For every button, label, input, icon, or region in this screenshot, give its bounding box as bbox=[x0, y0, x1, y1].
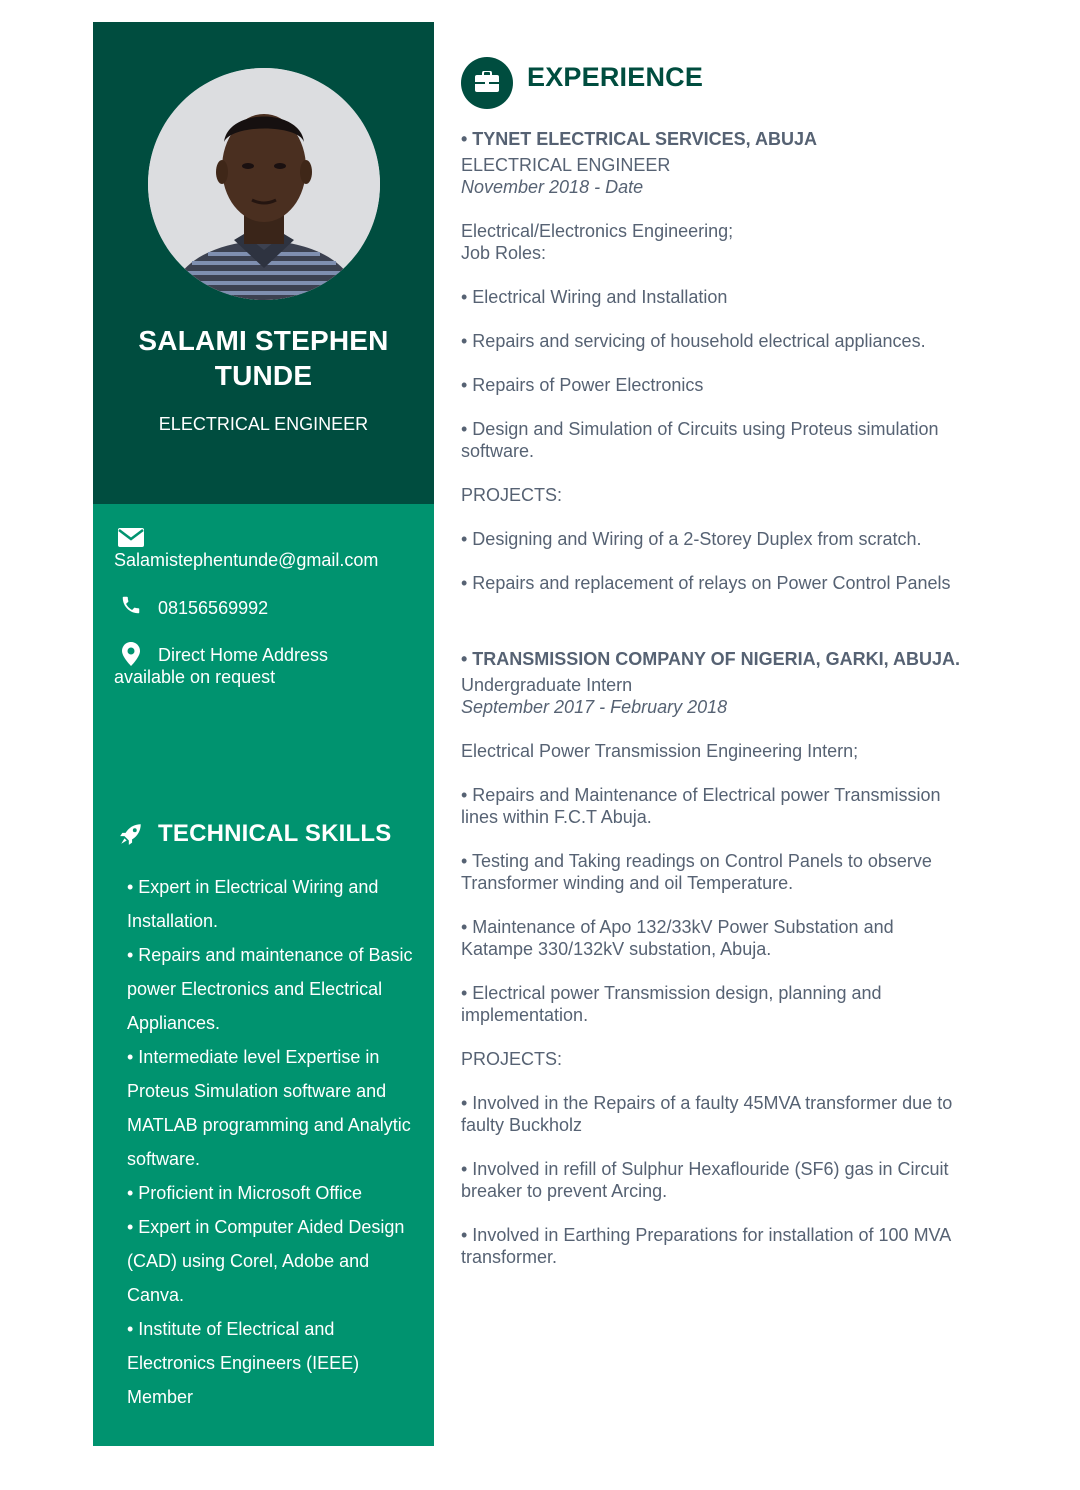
job-entry-2 bbox=[461, 648, 991, 1268]
project-item: • Designing and Wiring of a 2-Storey Duplex from scratch. bbox=[461, 529, 922, 549]
avatar-photo bbox=[148, 68, 380, 300]
experience-heading: EXPERIENCE bbox=[527, 62, 704, 92]
job-company: • TYNET ELECTRICAL SERVICES, ABUJA bbox=[461, 129, 818, 149]
profile-header bbox=[93, 22, 434, 504]
skills-heading: TECHNICAL SKILLS bbox=[158, 820, 392, 847]
name-line-1: SALAMI STEPHEN bbox=[138, 325, 389, 356]
job-entry-1 bbox=[461, 128, 991, 594]
email-icon bbox=[118, 528, 144, 547]
address-line-2: available on request bbox=[114, 667, 276, 687]
job-role: Undergraduate Intern bbox=[461, 675, 633, 695]
project-item: • Repairs and replacement of relays on Power Control Panels bbox=[461, 573, 951, 593]
job-role: ELECTRICAL ENGINEER bbox=[461, 155, 671, 175]
rocket-icon bbox=[118, 821, 144, 847]
job-bullet: • Repairs and servicing of household electrical appliances. bbox=[461, 331, 926, 351]
briefcase-icon bbox=[475, 71, 499, 93]
job-bullet: • Maintenance of Apo 132/33kV Power Substation and Katampe 330/132kV substation, Abuja. bbox=[461, 917, 894, 959]
skill-item: • Expert in Electrical Wiring and Installation. bbox=[127, 877, 379, 931]
job-intro-label: Job Roles: bbox=[461, 243, 547, 263]
job-bullet: • Electrical power Transmission design, planning and implementation. bbox=[461, 983, 882, 1025]
job-dates: September 2017 - February 2018 bbox=[461, 697, 728, 717]
job-company: • TRANSMISSION COMPANY OF NIGERIA, GARKI, ABUJA. bbox=[461, 649, 960, 669]
job-bullet: • Repairs of Power Electronics bbox=[461, 375, 704, 395]
skill-item: • Institute of Electrical and Electronics Engineers (IEEE) Member bbox=[127, 1319, 360, 1407]
skill-item: • Intermediate level Expertise in Proteus Simulation software and MATLAB programming and Analytic software. bbox=[127, 1047, 411, 1169]
project-item: • Involved in Earthing Preparations for installation of 100 MVA transformer. bbox=[461, 1225, 951, 1267]
name-line-2: TUNDE bbox=[214, 360, 313, 391]
job-dates: November 2018 - Date bbox=[461, 177, 644, 197]
projects-label: PROJECTS: bbox=[461, 485, 563, 505]
job-bullet: • Design and Simulation of Circuits using Proteus simulation software. bbox=[461, 419, 939, 461]
skills-list bbox=[127, 870, 417, 1414]
profile-name bbox=[93, 323, 434, 393]
projects-label: PROJECTS: bbox=[461, 1049, 563, 1069]
skill-item: • Repairs and maintenance of Basic power Electronics and Electrical Appliances. bbox=[127, 945, 413, 1033]
job-bullet: • Testing and Taking readings on Control Panels to observe Transformer winding and oil Temperature. bbox=[461, 851, 932, 893]
project-item: • Involved in refill of Sulphur Hexaflouride (SF6) gas in Circuit breaker to prevent Arcing. bbox=[461, 1159, 949, 1201]
job-bullet: • Electrical Wiring and Installation bbox=[461, 287, 728, 307]
phone-icon bbox=[120, 594, 142, 616]
job-intro: Electrical/Electronics Engineering; bbox=[461, 221, 734, 241]
job-intro: Electrical Power Transmission Engineering Intern; bbox=[461, 741, 859, 761]
phone-text[interactable]: 08156569992 bbox=[158, 598, 269, 618]
skill-item: • Expert in Computer Aided Design (CAD) using Corel, Adobe and Canva. bbox=[127, 1217, 405, 1305]
job-bullet: • Repairs and Maintenance of Electrical power Transmission lines within F.C.T Abuja. bbox=[461, 785, 941, 827]
avatar bbox=[148, 68, 380, 300]
address-line-1: Direct Home Address bbox=[158, 645, 329, 665]
profile-title: ELECTRICAL ENGINEER bbox=[158, 414, 369, 434]
email-text[interactable]: Salamistephentunde@gmail.com bbox=[114, 550, 379, 570]
project-item: • Involved in the Repairs of a faulty 45MVA transformer due to faulty Buckholz bbox=[461, 1093, 953, 1135]
experience-badge bbox=[461, 57, 513, 109]
sidebar bbox=[93, 22, 434, 1446]
skill-item: • Proficient in Microsoft Office bbox=[127, 1183, 363, 1203]
location-pin-icon bbox=[122, 642, 140, 666]
